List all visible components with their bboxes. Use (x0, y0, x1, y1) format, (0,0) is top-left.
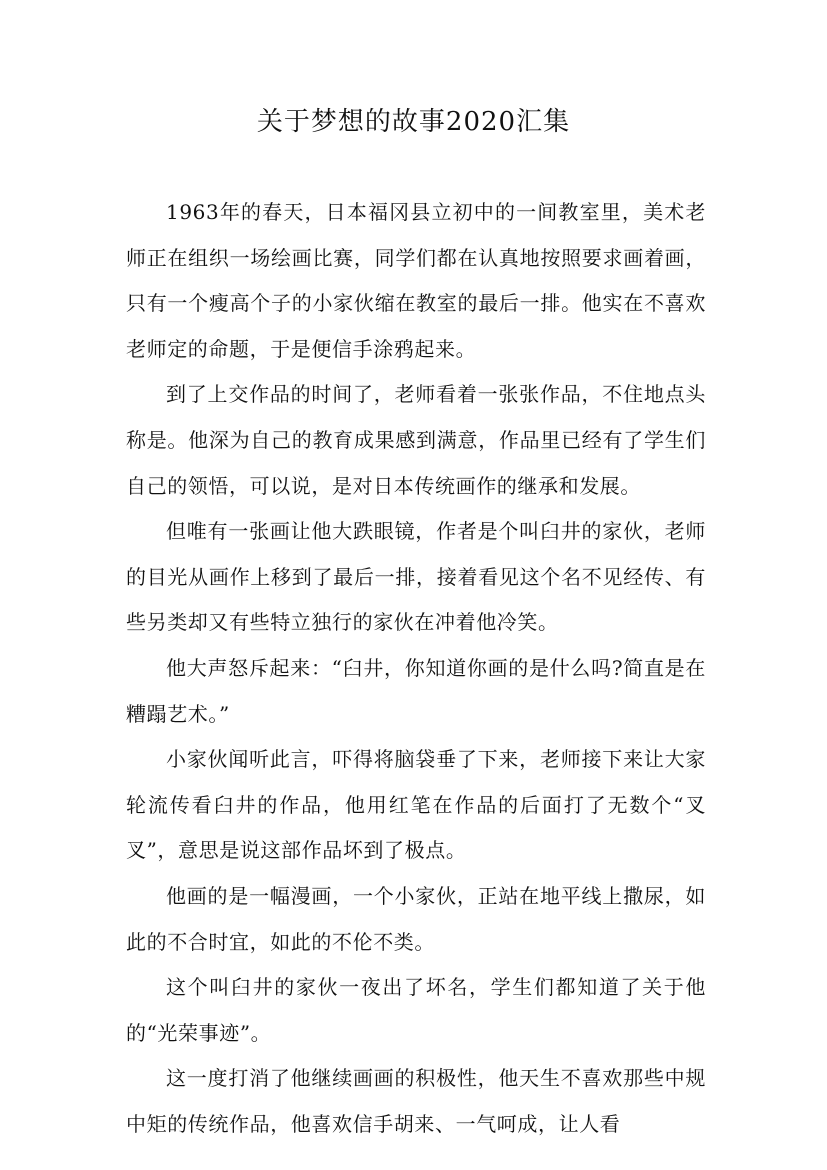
paragraph: 他画的是一幅漫画，一个小家伙，正站在地平线上撒尿，如此的不合时宜，如此的不伦不类。 (126, 883, 706, 954)
paragraph: 到了上交作品的时间了，老师看着一张张作品，不住地点头称是。他深为自己的教育成果感到满意，作品里已经有了学生们自己的领悟，可以说，是对日本传统画作的继承和发展。 (126, 382, 706, 498)
paragraph: 但唯有一张画让他大跌眼镜，作者是个叫臼井的家伙，老师的目光从画作上移到了最后一排，接着看见这个名不见经传、有些另类却又有些特立独行的家伙在冲着他冷笑。 (126, 519, 706, 635)
paragraph: 1963年的春天，日本福冈县立初中的一间教室里，美术老师正在组织一场绘画比赛，同学们都在认真地按照要求画着画，只有一个瘦高个子的小家伙缩在教室的最后一排。他实在不喜欢老师定的命题，于是便信手涂鸦起来。 (126, 200, 706, 361)
document-title: 关于梦想的故事2020汇集 (256, 107, 571, 137)
paragraph: 他大声怒斥起来：“臼井，你知道你画的是什么吗?简直是在糟蹋艺术。” (126, 655, 706, 726)
paragraph: 小家伙闻听此言，吓得将脑袋垂了下来，老师接下来让大家轮流传看臼井的作品，他用红笔在作品的后面打了无数个“叉叉”，意思是说这部作品坏到了极点。 (126, 747, 706, 863)
document-body (126, 190, 706, 1147)
paragraph: 这个叫臼井的家伙一夜出了坏名，学生们都知道了关于他的“光荣事迹”。 (126, 975, 706, 1045)
paragraph: 这一度打消了他继续画画的积极性，他天生不喜欢那些中规中矩的传统作品，他喜欢信手胡来、一气呵成，让人看 (126, 1066, 706, 1136)
